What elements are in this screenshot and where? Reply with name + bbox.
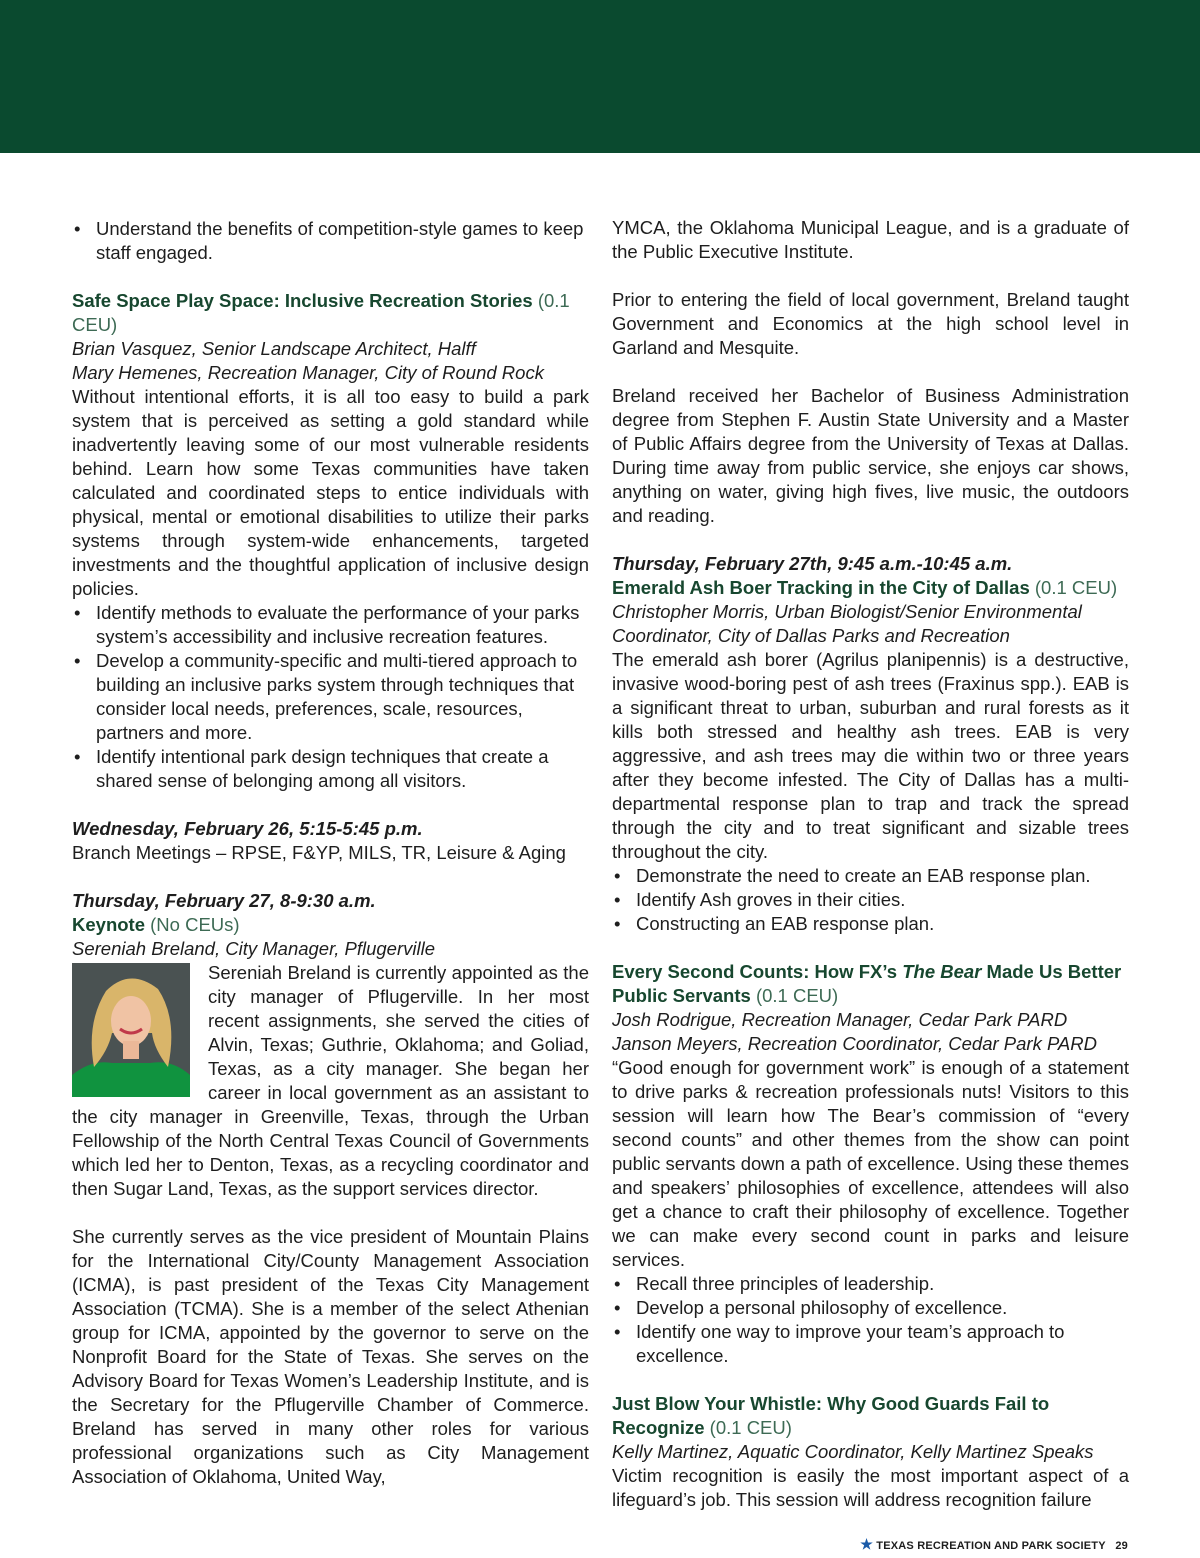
day-heading: Wednesday, February 26, 5:15-5:45 p.m.: [72, 818, 423, 839]
list-item: • Constructing an EAB response plan.: [612, 912, 1129, 936]
list-item: • Develop a personal philosophy of excellence.: [612, 1296, 1129, 1320]
speaker: Mary Hemenes, Recreation Manager, City of Round Rock: [72, 362, 544, 383]
left-column: [72, 217, 589, 1489]
star-icon: ★: [860, 1536, 874, 1552]
list-item: • Identify one way to improve your team’s approach to excellence.: [612, 1320, 1129, 1368]
list-item: • Identify methods to evaluate the performance of your parks system’s accessibility and inclusive recreation features.: [72, 601, 589, 649]
header-banner: [0, 0, 1200, 153]
session-body: “Good enough for government work” is enough of a statement to drive parks & recreation professionals nuts! Visitors to this session will learn how The Bear’s commission of “every second counts” and other themes from the show can point public servants down a path of excellence. Using these themes and speakers’ philosophies of excellence, attendees will also get a chance to craft their philosophy of excellence. Together we can make every second count in parks and leisure services.: [612, 1057, 1129, 1270]
speaker: Brian Vasquez, Senior Landscape Architect, Halff: [72, 338, 476, 359]
bio-paragraph: Sereniah Breland is currently appointed as the city manager of Pflugerville. In her most recent assignments, she served the cities of Alvin, Texas; Guthrie, Oklahoma; and Goliad, Texas, as a city manager. She began her career in local government as an assistant to the city manager in Greenville, Texas, through the Urban Fellowship of the North Central Texas Council of Governments which led her to Denton, Texas, as a recycling coordinator and then Sugar Land, Texas, as the support services director.: [72, 962, 589, 1199]
session-title: Every Second Counts: How FX’s The Bear Made Us Better Public Servants (0.1 CEU): [612, 961, 1122, 1006]
page-number: 29: [1115, 1540, 1128, 1552]
day-heading: Thursday, February 27th, 9:45 a.m.-10:45 a.m.: [612, 553, 1013, 574]
list-item: • Develop a community-specific and multi-tiered approach to building an inclusive parks system through techniques that consider local needs, preferences, scale, resources, partners and more.: [72, 649, 589, 745]
bullet-list: [612, 1272, 1129, 1368]
session-title: Keynote (No CEUs): [72, 914, 240, 935]
speaker: Josh Rodrigue, Recreation Manager, Cedar Park PARD: [612, 1009, 1068, 1030]
session-title: Just Blow Your Whistle: Why Good Guards Fail to Recognize (0.1 CEU): [612, 1393, 1050, 1438]
speaker: Kelly Martinez, Aquatic Coordinator, Kelly Martinez Speaks: [612, 1441, 1094, 1462]
list-item: • Identify intentional park design techniques that create a shared sense of belonging among all visitors.: [72, 745, 589, 793]
speaker: Christopher Morris, Urban Biologist/Senior Environmental Coordinator, City of Dallas Parks and Recreation: [612, 601, 1082, 646]
session-body: The emerald ash borer (Agrilus planipennis) is a destructive, invasive wood-boring pest of ash trees (Fraxinus spp.). EAB is a significant threat to urban, suburban and rural forests as it kills both stressed and healthy ash trees. EAB is very aggressive, and ash trees may die within two or three years after they become infested. The City of Dallas has a multi-departmental response plan to trap and track the spread through the city and to treat significant and sizable trees throughout the city.: [612, 649, 1129, 862]
session-title: Safe Space Play Space: Inclusive Recreation Stories (0.1 CEU): [72, 290, 570, 335]
branch-meetings: Branch Meetings – RPSE, F&YP, MILS, TR, Leisure & Aging: [72, 842, 566, 863]
bullet-list: [612, 864, 1129, 936]
list-item: • Demonstrate the need to create an EAB response plan.: [612, 864, 1129, 888]
list-item: • Understand the benefits of competition-style games to keep staff engaged.: [72, 217, 589, 265]
speaker: Janson Meyers, Recreation Coordinator, Cedar Park PARD: [612, 1033, 1097, 1054]
bio-paragraph: Prior to entering the field of local government, Breland taught Government and Economics at the high school level in Garland and Mesquite.: [612, 289, 1129, 358]
session-body: Victim recognition is easily the most important aspect of a lifeguard’s job. This session will address recognition failure: [612, 1465, 1129, 1510]
right-column: [612, 216, 1129, 1512]
bullet-list: [72, 601, 589, 793]
bullet-list: [72, 217, 589, 265]
speaker-photo: [72, 963, 190, 1097]
bio-paragraph: Breland received her Bachelor of Business Administration degree from Stephen F. Austin State University and a Master of Public Affairs degree from the University of Texas at Dallas. During time away from public service, she enjoys car shows, anything on water, giving high fives, live music, the outdoors and reading.: [612, 385, 1129, 526]
bio-paragraph: She currently serves as the vice president of Mountain Plains for the International City/County Management Association (ICMA), is past president of the Texas City Management Association (TCMA). She is a member of the select Athenian group for ICMA, appointed by the governor to serve on the Nonprofit Board for the State of Texas. She serves on the Advisory Board for Texas Women’s Leadership Institute, and is the Secretary for the Pflugerville Chamber of Commerce. Breland has served in many other roles for various professional organizations such as City Management Association of Oklahoma, United Way,: [72, 1226, 589, 1487]
bio-paragraph: YMCA, the Oklahoma Municipal League, and is a graduate of the Public Executive Institute.: [612, 217, 1129, 262]
day-heading: Thursday, February 27, 8-9:30 a.m.: [72, 890, 376, 911]
list-item: • Recall three principles of leadership.: [612, 1272, 1129, 1296]
session-body: Without intentional efforts, it is all too easy to build a park system that is perceived as setting a gold standard while inadvertently leaving some of our most vulnerable residents behind. Learn how some Texas communities have taken calculated and coordinated steps to entice individuals with physical, mental or emotional disabilities to utilize their parks systems through system-wide enhancements, targeted investments and the thoughtful application of inclusive design policies.: [72, 386, 589, 599]
speaker: Sereniah Breland, City Manager, Pflugerville: [72, 938, 435, 959]
list-item: • Identify Ash groves in their cities.: [612, 888, 1129, 912]
page-footer: [860, 1536, 1128, 1553]
footer-org: TEXAS RECREATION AND PARK SOCIETY: [876, 1540, 1106, 1552]
session-title: Emerald Ash Boer Tracking in the City of Dallas (0.1 CEU): [612, 577, 1118, 598]
